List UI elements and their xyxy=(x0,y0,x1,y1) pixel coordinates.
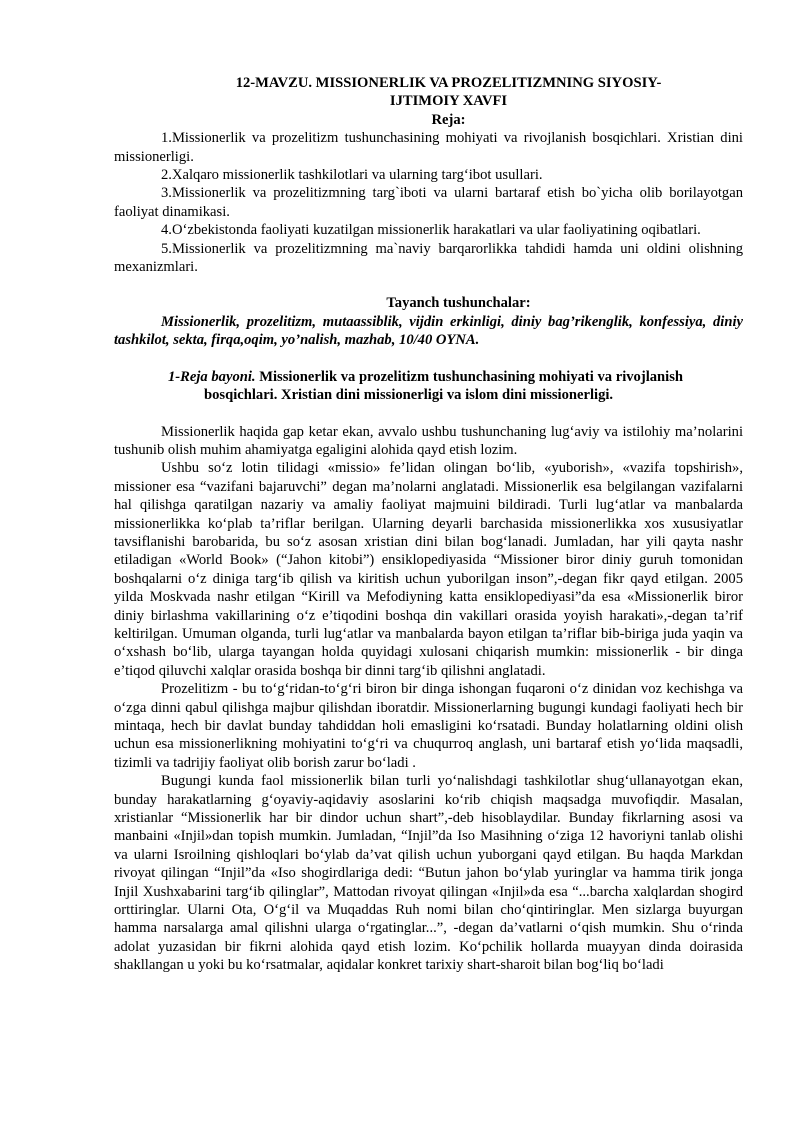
document-title xyxy=(154,74,743,111)
plan-item-4: 4.O‘zbekistonda faoliyati kuzatilgan missionerlik harakatlari va ular faoliyatining oqibatlari. xyxy=(161,222,701,239)
keywords-text: Missionerlik, prozelitizm, mutaassiblik, vijdin erkinligi, diniy bag’rikenglik, konfessiya, diniy tashkilot, sekta, firqa,oqim, yo’nalish, mazhab, 10/40 OYNA. xyxy=(114,313,743,349)
plan-item-1: 1.Missionerlik va prozelitizm tushunchasining mohiyati va rivojlanish bosqichlari. Xristian dini missionerligi. xyxy=(114,130,743,165)
body-paragraph-2: Ushbu so‘z lotin tilidagi «missio» fe’lidan olingan bo‘lib, «yuborish», «vazifa topshirish», missioner esa “vazifani bajaruvchi” degan ma’nolarni anglatadi. Missionerlik esa belgilangan vazifalarni hal qilishga qaratilgan nazariy va amaliy faoliyat majmuini bildiradi. Turli lug‘atlar va manbalarda missionerlikka ko‘plab ta’riflar berilgan. Ularning deyarli barchasida missionerlikka xos xususiyatlar tavsiflanishi barobarida, bu so‘z asosan xristian dini bilan bog‘lanadi. Jumladan, har yili qayta nashr etiladigan «World Book» (“Jahon kitobi”) ensiklopediyasida “Missioner biror diniy guruh tomonidan boshqalarni o‘z diniga targ‘ib qilish va kiritish uchun yuborilgan inson”,-degan fikr qayd etilgan. 2005 yilda Moskvada nashr etilgan “Kirill va Mefodiyning katta ensiklopediyasi”da esa «Missionerlik biror diniy birlashma vakillarining o‘z e’tiqodini boshqa din vakillari orasida yoyish harakati»,-degan ta’rif keltirilgan. Umuman olganda, turli lug‘atlar va manbalarda bayon etilgan ta’riflar bib-biriga juda yaqin va o‘xshash bo‘lib, ularga tayangan holda quyidagi xulosani chiqarish mumkin: missionerlik - bir dinga e’tiqod qiluvchi xalqlar orasida boshqa bir dinni targ‘ib qilishni anglatadi. xyxy=(114,460,743,679)
plan-item-2: 2.Xalqaro missionerlik tashkilotlari va ularning targ‘ibot usullari. xyxy=(161,167,543,184)
section-label: 1-Reja bayoni. xyxy=(168,368,256,385)
reja-heading: Reja: xyxy=(431,111,466,128)
body-paragraph-4: Bugungi kunda faol missionerlik bilan turli yo‘nalishdagi tashkilotlar shug‘ullanayotgan ekan, bunday harakatlarning g‘oyaviy-aqidaviy asoslarini ko‘rib chiqish maqsadga muvofiqdir. Masalan, xristianlar “Missionerlik har bir dindor uchun shart”,-deb hisoblaydilar. Bunday fikrlarning asosi va manbaini «Injil»dan topish mumkin. Jumladan, “Injil”da Iso Masihning o‘ziga 12 havoriyni tanlab olishi va ularni Isroilning qishloqlari bo‘ylab da’vat qilish uchun yuborgani qayd etilgan. Bu haqda Markdan rivoyat qilingan “Injil”da «Iso shogirdlariga dedi: “Butun jahon bo‘ylab yuringlar va hamma tirik jonga Injil Xushxabarini targ‘ib qilinglar”, Mattodan rivoyat qilingan «Injil»da esa “...barcha xalqlardan shogird orttiringlar. Ularni Ota, O‘g‘il va Muqaddas Ruh nomi bilan cho‘qintiringlar. Men sizlarga buyurgan hamma narsalarga amal qilishni ularga o‘rgatinglar...”, -degan da’vatlarni o‘qish mumkin. Shu o‘rinda adolat yuzasidan bir fikrni alohida qayd etish lozim. Ko‘pchilik hollarda muayyan dinda doirasida shakllangan u yoki bu ko‘rsatmalar, aqidalar konkret tarixiy shart-sharoit bilan bog‘liq bo‘ladi xyxy=(114,773,743,974)
spacer xyxy=(114,350,743,368)
spacer xyxy=(114,276,743,294)
section-title-part-1: Missionerlik va prozelitizm tushunchasining mohiyati va rivojlanish xyxy=(259,368,684,385)
section-title-part-2: bosqichlari. Xristian dini missionerligi va islom dini missionerligi. xyxy=(204,387,614,404)
plan-item-5: 5.Missionerlik va prozelitizmning ma`naviy barqarorlikka tahdidi hamda uni oldini olishning mexanizmlari. xyxy=(114,240,743,276)
spacer xyxy=(114,405,743,423)
body-paragraph-1: Missionerlik haqida gap ketar ekan, avvalo ushbu tushunchaning lug‘aviy va istilohiy ma’nolarini tushunib olish muhim ahamiyatga egaligini alohida qayd etish lozim. xyxy=(114,423,743,458)
section-heading xyxy=(114,368,743,405)
keywords-heading: Tayanch tushunchalar: xyxy=(386,295,531,312)
title-line-1: 12-MAVZU. MISSIONERLIK VA PROZELITIZMNING SIYOSIY- xyxy=(235,75,662,91)
plan-item-3: 3.Missionerlik va prozelitizmning targ`iboti va ularni bartaraf etish bo`yicha olib borilayotgan faoliyat dinamikasi. xyxy=(114,185,743,220)
body-paragraph-3: Prozelitizm - bu to‘g‘ridan-to‘g‘ri biron bir dinga ishongan fuqaroni o‘z dinidan voz kechishga va o‘zga dinni qabul qilishga majbur qilishdan iboratdir. Missionerlarning bugungi kundagi faoliyati hech bir mintaqa, hech bir davlat bunday tahdiddan holi emasligini ko‘rsatadi. Bunday holatlarning oldini olish uchun esa missionerlikning mohiyatini to‘g‘ri va chuqurroq anglash, uni bartaraf etish yo‘lida maqsadli, tizimli va tadrijiy faoliyat olib borish zarur bo‘ladi . xyxy=(114,681,743,771)
title-line-2: IJTIMOIY XAVFI xyxy=(389,93,508,110)
